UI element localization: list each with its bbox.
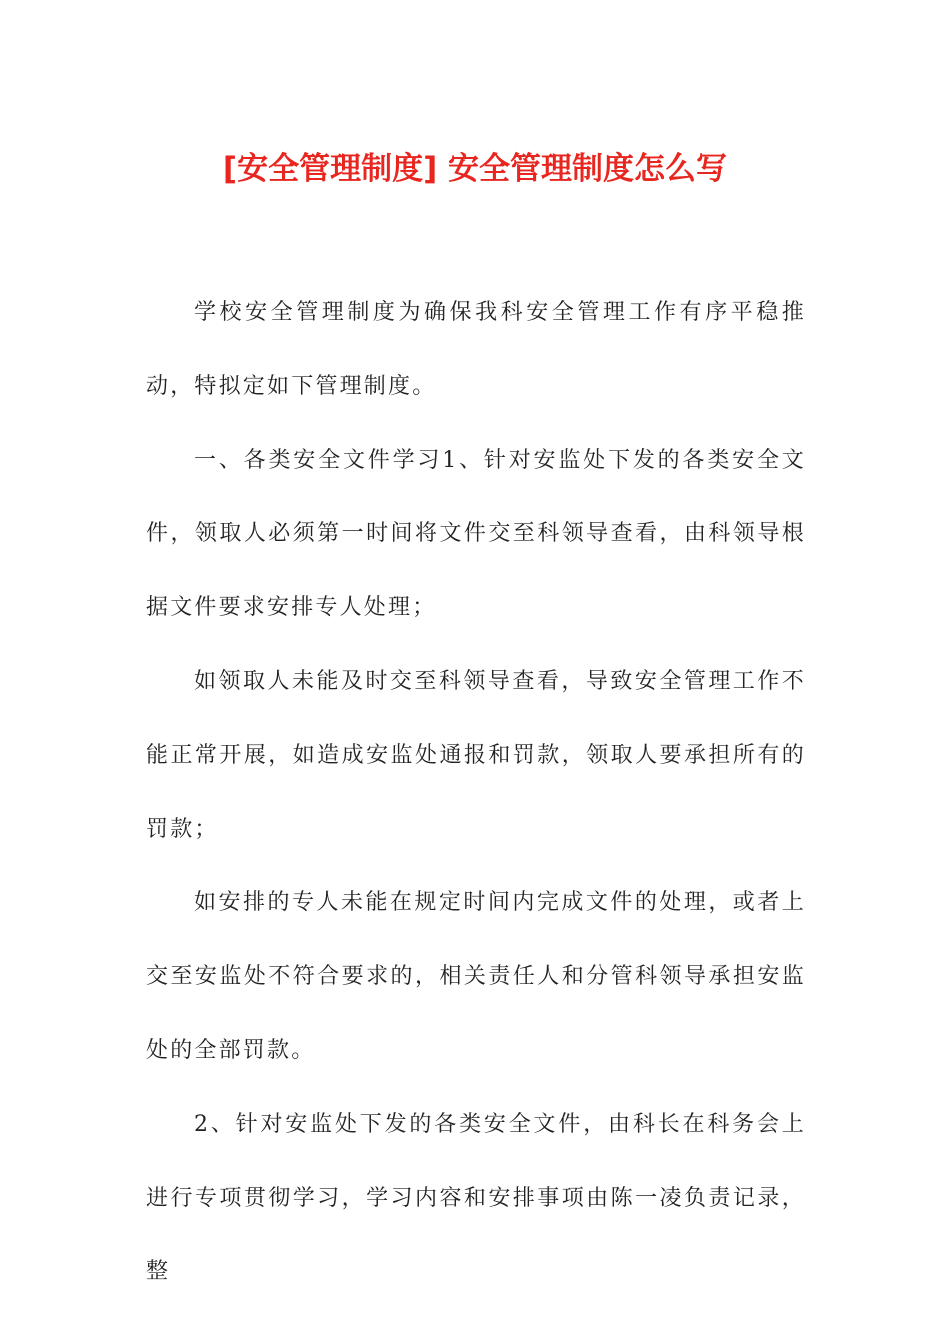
paragraph: 如安排的专人未能在规定时间内完成文件的处理，或者上交至安监处不符合要求的，相关责任人和分管科领导承担安监处的全部罚款。 xyxy=(146,890,806,1063)
paragraph: 一、各类安全文件学习1、针对安监处下发的各类安全文件，领取人必须第一时间将文件交至科领导查看，由科领导根据文件要求安排专人处理； xyxy=(146,447,806,621)
paragraph: 2、针对安监处下发的各类安全文件，由科长在科务会上进行专项贯彻学习，学习内容和安排事项由陈一凌负责记录，整 xyxy=(146,1111,806,1285)
paragraph: 学校安全管理制度为确保我科安全管理工作有序平稳推动，特拟定如下管理制度。 xyxy=(146,300,806,399)
paragraph: 如领取人未能及时交至科领导查看，导致安全管理工作不能正常开展，如造成安监处通报和罚款，领取人要承担所有的罚款； xyxy=(146,668,806,842)
document-body xyxy=(146,276,806,1309)
document-title: [安全管理制度] 安全管理制度怎么写 xyxy=(222,151,728,187)
